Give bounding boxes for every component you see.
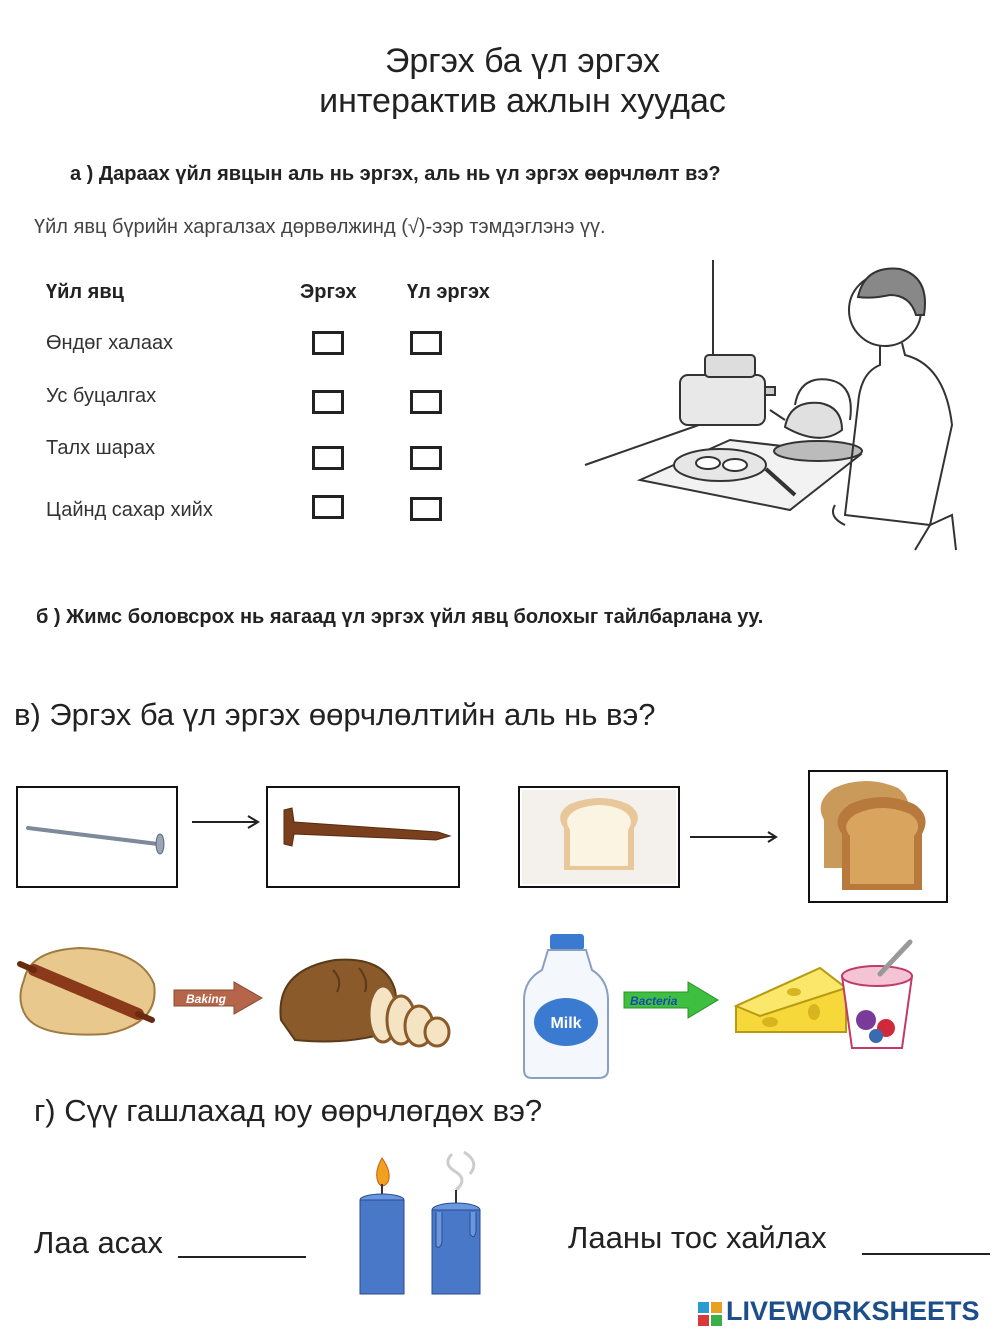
checkbox-sugar-in-tea-reversible[interactable] xyxy=(312,495,344,519)
wax-melting-answer-input[interactable] xyxy=(862,1215,994,1251)
row-label-boil-water: Ус буцалгах xyxy=(46,385,157,407)
bread-slice-frame xyxy=(518,786,680,888)
dough-rolling-pin-icon xyxy=(10,940,160,1040)
toasted-bread-icon xyxy=(810,772,946,901)
checkbox-heat-egg-irreversible[interactable] xyxy=(410,331,442,355)
wax-melting-label: Лааны тос хайлах xyxy=(568,1220,827,1255)
question-a-instruction: Үйл явц бүрийн харгалзах дөрвөлжинд (√)-ээр тэмдэглэнэ үү. xyxy=(34,216,606,238)
candles-icon xyxy=(352,1150,502,1298)
question-b: б ) Жимс боловсрох нь яагаад үл эргэх үйл явц болохыг тайлбарлана уу. xyxy=(36,606,764,628)
candle-burning-answer-input[interactable] xyxy=(178,1218,310,1254)
column-header-process: Үйл явц xyxy=(46,281,124,303)
column-header-reversible: Эргэх xyxy=(300,281,357,303)
column-header-irreversible: Үл эргэх xyxy=(407,281,490,303)
checkbox-sugar-in-tea-irreversible[interactable] xyxy=(410,497,442,521)
checkbox-heat-egg-reversible[interactable] xyxy=(312,331,344,355)
row-label-toast-bread: Талх шарах xyxy=(46,437,156,459)
bacteria-arrow-label: Bacteria xyxy=(630,994,678,1008)
boy-cooking-kitchen-icon xyxy=(580,255,970,555)
arrow-icon xyxy=(688,827,780,847)
bacteria-arrow-icon xyxy=(622,980,720,1020)
checkbox-toast-bread-irreversible[interactable] xyxy=(410,446,442,470)
question-c: в) Эргэх ба үл эргэх өөрчлөлтийн аль нь вэ? xyxy=(14,697,656,732)
milk-bottle-icon xyxy=(520,930,610,1080)
nail-frame xyxy=(16,786,178,888)
question-d: г) Сүү гашлахад юу өөрчлөгдөх вэ? xyxy=(34,1093,543,1128)
checkbox-boil-water-reversible[interactable] xyxy=(312,390,344,414)
toast-frame xyxy=(808,770,948,903)
rusty-nail-frame xyxy=(266,786,460,888)
cheese-yogurt-icon xyxy=(730,936,925,1056)
baked-bread-loaf-icon xyxy=(275,950,455,1050)
checkbox-toast-bread-reversible[interactable] xyxy=(312,446,344,470)
arrow-icon xyxy=(190,812,262,832)
wax-melting-answer-blank[interactable] xyxy=(862,1253,990,1255)
bread-slice-icon xyxy=(520,788,678,886)
worksheet-title-line1: Эргэх ба үл эргэх xyxy=(384,42,661,80)
liveworksheets-brand[interactable]: LIVEWORKSHEETS xyxy=(726,1296,980,1326)
rusty-nail-icon xyxy=(268,788,458,886)
candle-burning-label: Лаа асах xyxy=(34,1225,163,1260)
worksheet-title-line2: интерактив ажлын хуудас xyxy=(319,82,726,120)
milk-bottle-label: Milk xyxy=(550,1015,582,1032)
checkbox-boil-water-irreversible[interactable] xyxy=(410,390,442,414)
nail-icon xyxy=(18,788,176,886)
row-label-heat-egg: Өндөг халаах xyxy=(46,332,174,354)
question-a: а ) Дараах үйл явцын аль нь эргэх, аль нь үл эргэх өөрчлөлт вэ? xyxy=(70,163,721,185)
baking-arrow-icon xyxy=(172,980,264,1016)
row-label-sugar-in-tea: Цайнд сахар хийх xyxy=(46,499,213,521)
candle-burning-answer-blank[interactable] xyxy=(178,1256,306,1258)
liveworksheets-logo-icon xyxy=(697,1301,723,1327)
baking-arrow-label: Baking xyxy=(186,992,227,1006)
